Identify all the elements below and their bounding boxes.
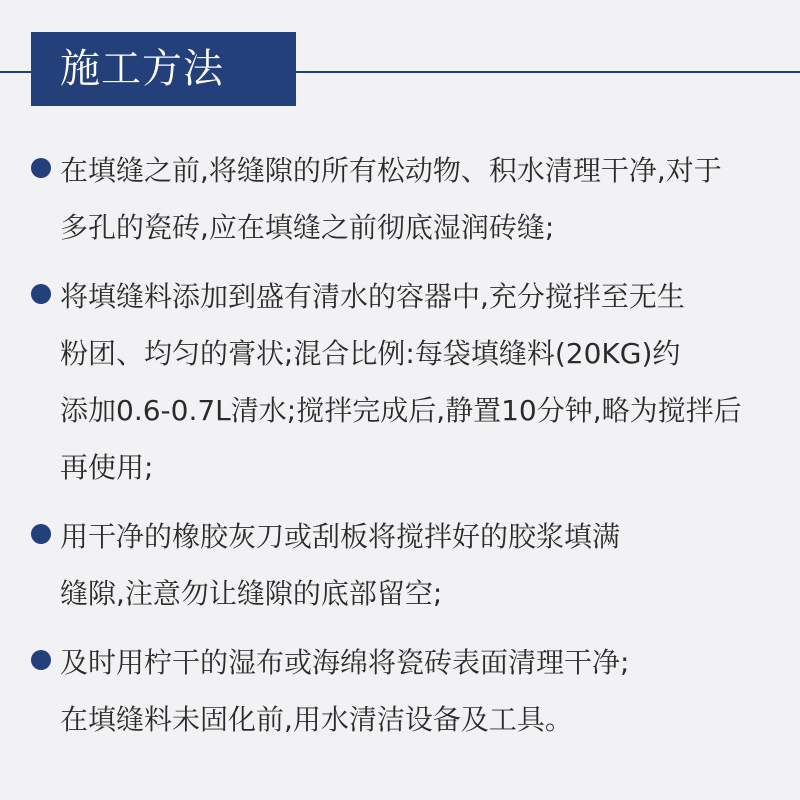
item-text-line: 用干净的橡胶灰刀或刮板将搅拌好的胶浆填满 — [60, 520, 621, 553]
item-text-line: 缝隙,注意勿让缝隙的底部留空; — [60, 577, 443, 610]
section-title: 施工方法 — [31, 32, 296, 106]
item-text-line: 在填缝之前,将缝隙的所有松动物、积水清理干净,对于 — [60, 154, 722, 187]
list-item — [30, 508, 780, 622]
item-text-line: 在填缝料未固化前,用水清洁设备及工具。 — [60, 703, 573, 736]
list-item — [30, 142, 780, 256]
item-text-line: 再使用; — [60, 451, 154, 484]
instruction-list — [30, 142, 780, 760]
item-text-line: 将填缝料添加到盛有清水的容器中,充分搅拌至无生 — [60, 280, 685, 313]
item-text-line: 添加0.6-0.7L清水;搅拌完成后,静置10分钟,略为搅拌后 — [60, 394, 742, 427]
item-text-line: 多孔的瓷砖,应在填缝之前彻底湿润砖缝; — [60, 211, 555, 244]
bullet-icon — [31, 158, 51, 178]
list-item — [30, 634, 780, 748]
bullet-icon — [31, 284, 51, 304]
bullet-icon — [31, 650, 51, 670]
item-text-line: 粉团、均匀的膏状;混合比例:每袋填缝料(20KG)约 — [60, 337, 681, 370]
item-text-line: 及时用柠干的湿布或海绵将瓷砖表面清理干净; — [60, 646, 630, 679]
bullet-icon — [31, 524, 51, 544]
list-item — [30, 268, 780, 496]
